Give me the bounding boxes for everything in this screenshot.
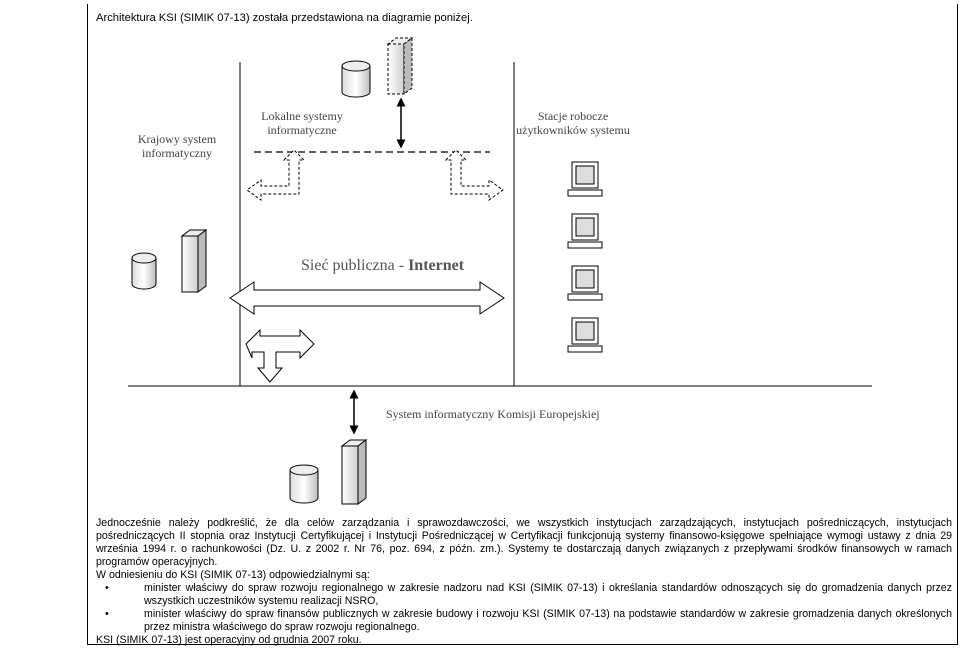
bullet-icon: • — [105, 582, 109, 594]
paragraph-3: KSI (SIMIK 07-13) jest operacyjny od grudnia 2007 roku. — [96, 634, 362, 646]
label-lokalne-line1: Lokalne systemy — [261, 109, 343, 123]
list-item — [105, 608, 952, 634]
responsibility-list — [96, 582, 952, 634]
label-lokalne-line2: informatyczne — [267, 123, 337, 137]
list-item — [105, 582, 952, 608]
bullet-icon: • — [105, 608, 109, 620]
workstation-icon — [568, 214, 602, 248]
label-stacje-line1: Stacje robocze — [537, 109, 609, 123]
internet-double-arrow — [230, 282, 504, 314]
intro-text: Architektura KSI (SIMIK 07-13) została przedstawiona na diagramie poniżej. — [96, 12, 473, 24]
label-stacje-line2: użytkowników systemu — [516, 123, 630, 137]
body-text — [96, 517, 952, 647]
right-step-arrow-icon — [446, 150, 503, 200]
label-komisja: System informatyczny Komisji Europejskiej — [386, 407, 600, 421]
diagram-boundary-lines — [128, 62, 872, 386]
list-item-text: minister właściwy do spraw rozwoju regionalnego w zakresie nadzoru nad KSI (SIMIK 07-13) i określania standardów odnoszących się do gromadzenia danych przez wszystkich uczestników systemu realizacji NSRO, — [144, 582, 952, 607]
label-krajowy-line1: Krajowy system — [137, 132, 217, 146]
label-krajowy-line2: informatyczny — [142, 146, 212, 160]
left-server-tower-icon — [182, 230, 206, 292]
workstation-icon — [568, 162, 602, 196]
left-database-icon — [132, 253, 156, 289]
workstation-icon — [568, 266, 602, 300]
list-item-text: minister właściwy do spraw finansów publicznych w zakresie budowy i rozwoju KSI (SIMIK 07-13) na podstawie standardów w zakresie gromadzenia danych określonych przez ministra właściwego do spraw rozwoju regionalnego. — [144, 608, 952, 633]
paragraph-1: Jednocześnie należy podkreślić, że dla celów zarządzania i sprawozdawczości, we wszystkich instytucjach zarządzających, instytucjach pośredniczących, instytucjach pośredniczących II stopnia oraz Instytucji Certyfikującej i Instytucji Pośredniczącej w Certyfikacji funkcjonują systemy finansowo-księgowe spełniające wymogi ustawy z dnia 29 września 1994 r. o rachunkowości (Dz. U. z 2002 r. Nr 76, poz. 694, z późn. zm.). Systemy te dostarczają danych związanych z przepływami środków finansowych w ramach programów operacyjnych. — [96, 517, 952, 568]
workstation-icons — [568, 162, 602, 352]
bottom-server-tower-icon — [342, 440, 366, 504]
workstation-icon — [568, 318, 602, 352]
left-step-arrow-icon — [247, 150, 304, 200]
bottom-step-arrow-icon — [246, 330, 314, 382]
paragraph-2: W odniesieniu do KSI (SIMIK 07-13) odpowiedzialnymi są: — [96, 569, 370, 581]
bottom-database-icon — [290, 465, 318, 503]
top-server-tower-icon — [388, 38, 412, 94]
top-database-icon — [342, 61, 370, 97]
label-siec-publiczna: Sieć publiczna - Internet — [301, 257, 465, 274]
